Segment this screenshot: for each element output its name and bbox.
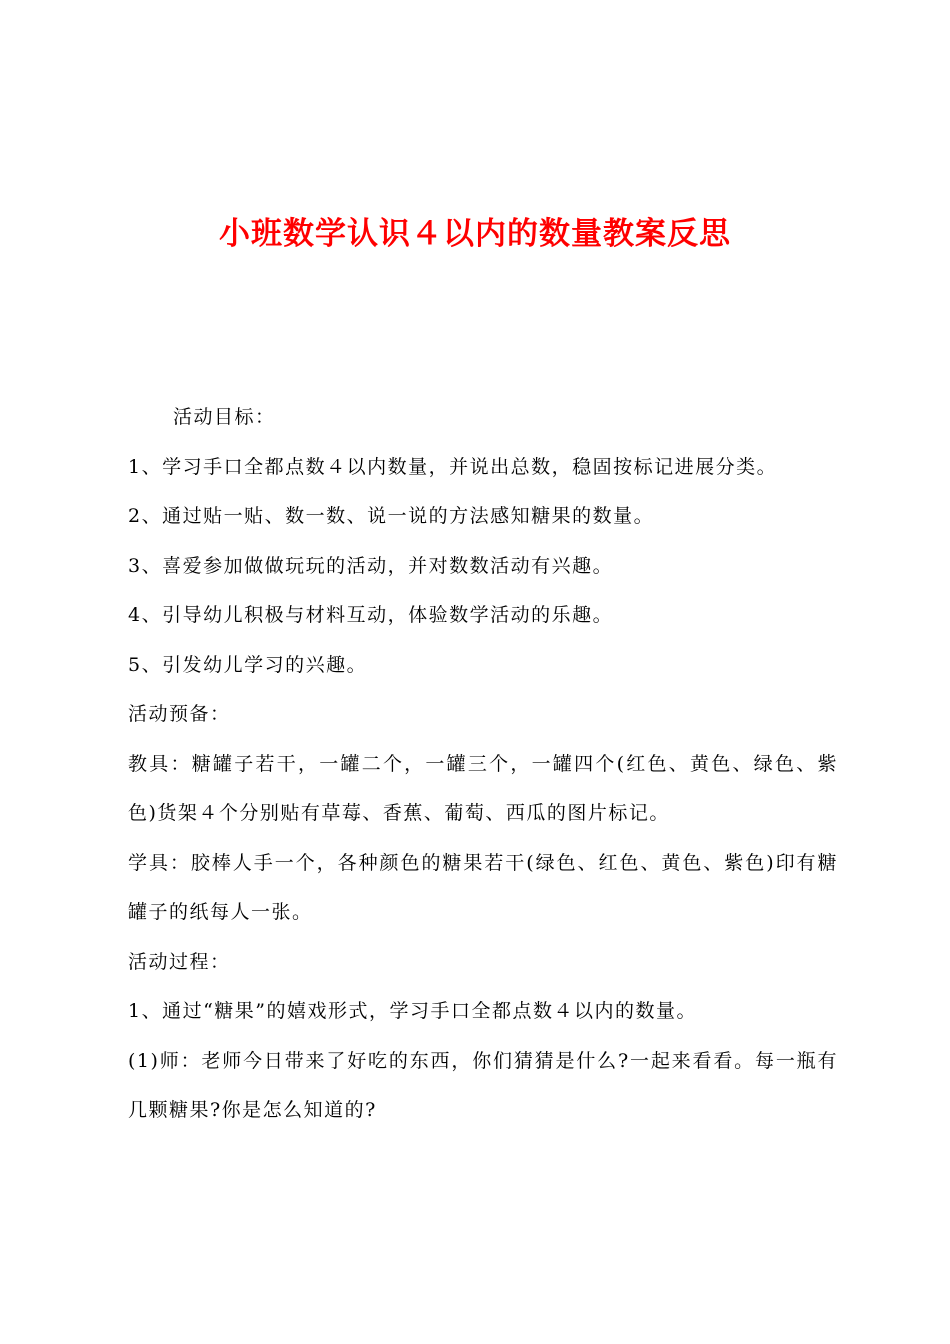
goal-item-2: 2、通过贴一贴、数一数、说一说的方法感知糖果的数量。 bbox=[128, 505, 655, 527]
teaching-aids-paragraph: 教具：糖罐子若干，一罐二个，一罐三个，一罐四个(红色、黄色、绿色、紫色)货架４个分别贴有草莓、香蕉、葡萄、西瓜的图片标记。 bbox=[128, 752, 838, 824]
learning-materials-paragraph: 学具：胶棒人手一个，各种颜色的糖果若干(绿色、红色、黄色、紫色)印有糖罐子的纸每人一张。 bbox=[128, 851, 838, 923]
goal-item-3: 3、喜爱参加做做玩玩的活动，并对数数活动有兴趣。 bbox=[128, 554, 614, 577]
document-body bbox=[128, 393, 838, 1136]
goal-item-5: 5、引发幼儿学习的兴趣。 bbox=[128, 653, 368, 676]
section-heading-process: 活动过程： bbox=[128, 950, 231, 973]
process-step-1: 1、通过“糖果”的嬉戏形式，学习手口全都点数４以内的数量。 bbox=[128, 1000, 698, 1022]
goal-item-4: 4、引导幼儿积极与材料互动，体验数学活动的乐趣。 bbox=[128, 604, 614, 626]
document-title: 小班数学认识４以内的数量教案反思 bbox=[219, 216, 731, 252]
section-heading-preparation: 活动预备： bbox=[128, 703, 231, 725]
process-step-1-1: (1)师：老师今日带来了好吃的东西，你们猜猜是什么?一起来看看。每一瓶有几颗糖果?你是怎么知道的? bbox=[128, 1049, 838, 1121]
goal-item-1: 1、学习手口全都点数４以内数量，并说出总数，稳固按标记进展分类。 bbox=[128, 455, 778, 478]
section-heading-goals: 活动目标： bbox=[173, 406, 276, 428]
